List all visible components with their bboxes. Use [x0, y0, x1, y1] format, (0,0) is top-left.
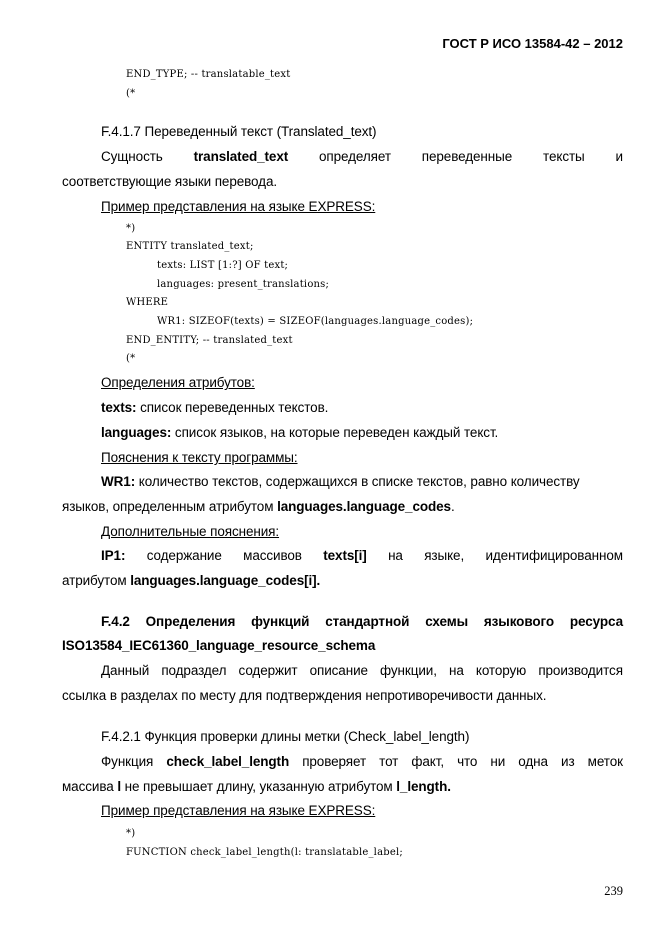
word: факт,	[411, 754, 444, 769]
code-line: WR1: SIZEOF(texts) = SIZEOF(languages.language_codes);	[157, 316, 474, 327]
ip1-line2	[62, 573, 320, 588]
wr1-line	[101, 474, 580, 489]
word: Определения	[145, 614, 236, 629]
definition: список языков, на которые переведен каждый текст.	[171, 425, 499, 440]
term-texts: texts:	[101, 400, 137, 415]
paragraph-line	[62, 149, 623, 164]
paragraph-line	[62, 663, 623, 678]
text: .	[450, 499, 455, 514]
code-line: END_TYPE; -- translatable_text	[126, 69, 291, 80]
code-line: END_ENTITY; -- translated_text	[126, 335, 293, 346]
word: языке,	[424, 548, 465, 563]
attribute-texts	[101, 400, 328, 415]
word: из	[561, 754, 575, 769]
word: которую	[475, 663, 527, 678]
text: не превышает длину, указанную атрибутом	[120, 779, 397, 794]
word: массивов	[243, 548, 302, 563]
word: схемы	[425, 614, 469, 629]
paragraph-line: ссылка в разделах по месту для подтверждения непротиворечивости данных.	[62, 688, 547, 703]
code-line: texts: LIST [1:?] OF text;	[157, 260, 289, 271]
code-line: FUNCTION check_label_length(l: translatable_label;	[126, 847, 403, 858]
term-l: l	[117, 779, 121, 794]
code-line: ENTITY translated_text;	[126, 241, 254, 252]
term-l-length: l_length.	[396, 779, 451, 794]
text: массива	[62, 779, 118, 794]
word: Данный	[101, 663, 150, 678]
section-heading-f417: F.4.1.7 Переведенный текст (Translated_text)	[101, 124, 377, 139]
word: что	[457, 754, 478, 769]
word: содержит	[238, 663, 298, 678]
example-label: Пример представления на языке EXPRESS:	[101, 803, 376, 818]
term-languages: languages:	[101, 425, 172, 440]
word: описание	[309, 663, 368, 678]
word: одна	[518, 754, 548, 769]
word: тот	[379, 754, 399, 769]
code-line: WHERE	[126, 297, 169, 308]
program-explanations-label: Пояснения к тексту программы:	[101, 450, 298, 465]
code-line: *)	[126, 828, 136, 839]
code-line: (*	[126, 353, 136, 364]
term-wr1: WR1:	[101, 474, 136, 489]
example-label: Пример представления на языке EXPRESS:	[101, 199, 376, 214]
term-language-codes-i: languages.language_codes[i].	[130, 573, 321, 588]
word: производится	[538, 663, 623, 678]
definition: список переведенных текстов.	[136, 400, 329, 415]
word: переведенные	[421, 149, 513, 164]
section-heading-f42-line2: ISO13584_IEC61360_language_resource_schema	[62, 638, 376, 653]
section-heading-f421: F.4.2.1 Функция проверки длины метки (Check_label_length)	[101, 729, 470, 744]
word: содержание	[146, 548, 222, 563]
text: атрибутом	[62, 573, 131, 588]
paragraph-line: соответствующие языки перевода.	[62, 174, 278, 189]
term-ip1: IP1:	[101, 548, 126, 563]
word: ресурса	[569, 614, 623, 629]
word: Функция	[101, 754, 154, 769]
paragraph-line	[62, 779, 451, 794]
word: языкового	[483, 614, 554, 629]
attribute-languages	[101, 425, 498, 440]
term-translated-text: translated_text	[193, 149, 289, 164]
word: подраздел	[161, 663, 227, 678]
section-heading-f42	[62, 614, 623, 629]
word: функции,	[380, 663, 437, 678]
document-header: ГОСТ Р ИСО 13584-42 – 2012	[442, 36, 623, 51]
attributes-label: Определения атрибутов:	[101, 375, 255, 390]
wr1-line2	[62, 499, 455, 514]
word: меток	[587, 754, 623, 769]
word: на	[448, 663, 464, 678]
word: Сущность	[101, 149, 163, 164]
word: проверяет	[302, 754, 367, 769]
word: тексты	[543, 149, 585, 164]
code-line: (*	[126, 88, 136, 99]
word: ни	[490, 754, 506, 769]
term-language-codes: languages.language_codes	[277, 499, 451, 514]
definition: количество текстов, содержащихся в списке текстов, равно количеству	[135, 474, 580, 489]
word: определяет	[319, 149, 391, 164]
term-check-label-length: check_label_length	[166, 754, 290, 769]
page-number: 239	[604, 884, 623, 898]
ip1-line	[62, 548, 623, 563]
word: идентифицированном	[485, 548, 623, 563]
word: и	[615, 149, 623, 164]
code-line: languages: present_translations;	[157, 279, 330, 290]
text: языков, определенным атрибутом	[62, 499, 278, 514]
word: функций	[251, 614, 310, 629]
additional-explanations-label: Дополнительные пояснения:	[101, 524, 280, 539]
word: на	[388, 548, 403, 563]
paragraph-line	[62, 754, 623, 769]
word: стандартной	[325, 614, 410, 629]
word: F.4.2	[101, 614, 130, 629]
term-texts-i: texts[i]	[323, 548, 367, 563]
code-line: *)	[126, 223, 136, 234]
